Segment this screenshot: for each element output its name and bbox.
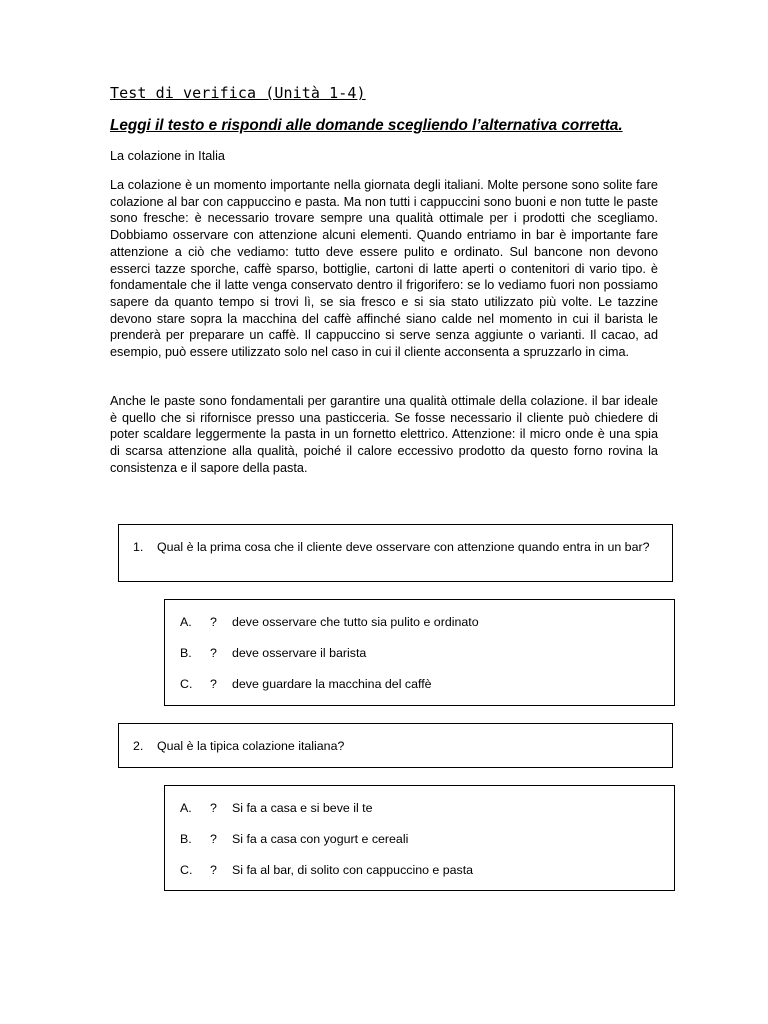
option-text: deve guardare la macchina del caffè [232, 677, 432, 691]
page-title: Test di verifica (Unità 1-4) [110, 84, 366, 102]
option-text: deve osservare il barista [232, 646, 367, 660]
question-text: Qual è la prima cosa che il cliente deve osservare con attenzione quando entra in un bar? [157, 540, 650, 554]
instruction-heading: Leggi il testo e rispondi alle domande scegliendo l’alternativa corretta. [110, 117, 623, 134]
option-letter: B. [180, 832, 192, 846]
option-letter: A. [180, 615, 192, 629]
option-text: Si fa al bar, di solito con cappuccino e pasta [232, 863, 474, 877]
option-letter: C. [180, 677, 193, 691]
option-letter: B. [180, 646, 192, 660]
reading-paragraph-2: Anche le paste sono fondamentali per garantire una qualità ottimale della colazione. il bar ideale è quello che si rifornisce presso una pasticceria. Se fosse necessario il cliente può chiedere di poter scaldare leggermente la pasta in un fornetto elettrico. Attenzione: il micro onde è una spia di scarsa attenzione alla qualità, poiché il calore eccessivo prodotto da questo forno rovina la consistenza e il sapore della pasta. [110, 394, 658, 475]
option-letter: C. [180, 863, 193, 877]
option-checkbox[interactable]: ? [210, 677, 217, 691]
option-letter: A. [180, 801, 192, 815]
option-checkbox[interactable]: ? [210, 801, 217, 815]
question-2-options-box [164, 785, 675, 891]
option-checkbox[interactable]: ? [210, 863, 217, 877]
option-text: deve osservare che tutto sia pulito e ordinato [232, 615, 479, 629]
question-2-box [118, 723, 673, 768]
question-number: 1. [133, 540, 144, 554]
text-subtitle: La colazione in Italia [110, 149, 225, 163]
reading-paragraph-1: La colazione è un momento importante nella giornata degli italiani. Molte persone sono solite fare colazione al bar con cappuccino e pasta. Ma non tutti i cappuccini sono buoni e non tutte le paste sono fresche: è necessario trovare sempre una qualità ottimale per i prodotti che scegliamo. Dobbiamo osservare con attenzione alcuni elementi. Quando entriamo in bar è importante fare attenzione a ciò che vediamo: tutto deve essere pulito e ordinato. Sul bancone non devono esserci tazze sporche, caffè sparso, bottiglie, cartoni di latte aperti o contenitori di vario tipo. è fondamentale che il latte venga conservato dentro il frigorifero: se lo vediamo fuori non possiamo sapere da quanto tempo si trovi lì, se sia fresco e si sia stato utilizzato più volte. Le tazzine devono stare sopra la macchina del caffè affinché siano calde nel momento in cui il barista le prenderà per preparare un caffè. Il cappuccino si serve senza aggiunte o varianti. Il cacao, ad esempio, può essere utilizzato solo nel caso in cui il cliente acconsenta a spruzzarlo in cima. [110, 178, 658, 360]
question-1-box [118, 524, 673, 582]
question-text: Qual è la tipica colazione italiana? [157, 739, 345, 753]
question-number: 2. [133, 739, 144, 753]
option-checkbox[interactable]: ? [210, 832, 217, 846]
option-checkbox[interactable]: ? [210, 646, 217, 660]
option-text: Si fa a casa e si beve il te [232, 801, 373, 815]
option-checkbox[interactable]: ? [210, 615, 217, 629]
option-text: Si fa a casa con yogurt e cereali [232, 832, 409, 846]
question-1-options-box [164, 599, 675, 706]
